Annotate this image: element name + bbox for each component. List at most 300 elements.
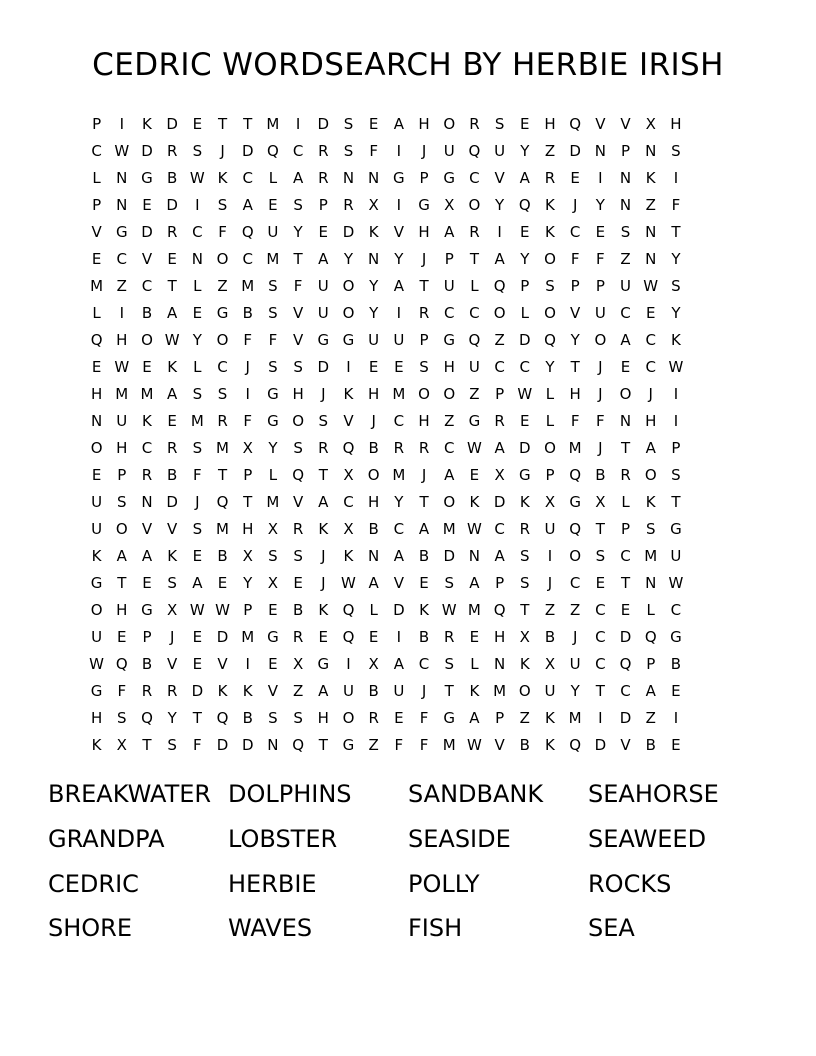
grid-letter[interactable]: E: [645, 304, 656, 322]
grid-letter[interactable]: D: [141, 142, 153, 160]
grid-letter[interactable]: S: [595, 547, 606, 565]
grid-letter[interactable]: E: [368, 115, 379, 133]
grid-letter[interactable]: G: [141, 601, 153, 619]
grid-letter[interactable]: A: [318, 493, 329, 511]
grid-letter[interactable]: X: [595, 493, 606, 511]
grid-letter[interactable]: Y: [167, 709, 177, 727]
grid-letter[interactable]: X: [292, 655, 304, 673]
grid-letter[interactable]: N: [468, 547, 481, 565]
grid-letter[interactable]: A: [494, 250, 505, 268]
grid-letter[interactable]: B: [645, 736, 656, 754]
grid-letter[interactable]: J: [169, 628, 175, 646]
grid-letter[interactable]: S: [620, 223, 631, 241]
grid-letter[interactable]: Y: [343, 250, 354, 268]
grid-letter[interactable]: U: [620, 277, 632, 295]
grid-letter[interactable]: H: [418, 115, 430, 133]
grid-letter[interactable]: B: [167, 169, 178, 187]
grid-letter[interactable]: V: [620, 115, 631, 133]
grid-letter[interactable]: R: [620, 466, 631, 484]
grid-letter[interactable]: R: [494, 412, 505, 430]
grid-letter[interactable]: J: [421, 142, 427, 160]
grid-letter[interactable]: F: [369, 142, 378, 160]
grid-letter[interactable]: T: [243, 115, 253, 133]
grid-letter[interactable]: R: [166, 682, 178, 700]
grid-letter[interactable]: W: [89, 655, 105, 673]
grid-letter[interactable]: U: [368, 331, 380, 349]
grid-letter[interactable]: S: [293, 547, 303, 565]
grid-letter[interactable]: C: [469, 304, 480, 322]
grid-letter[interactable]: A: [393, 277, 404, 295]
grid-letter[interactable]: D: [216, 628, 229, 646]
grid-letter[interactable]: U: [317, 277, 329, 295]
grid-letter[interactable]: E: [91, 466, 102, 484]
grid-letter[interactable]: B: [519, 736, 530, 754]
grid-letter[interactable]: H: [90, 385, 103, 403]
grid-letter[interactable]: I: [396, 196, 402, 214]
grid-letter[interactable]: N: [619, 196, 632, 214]
grid-letter[interactable]: I: [346, 358, 351, 376]
grid-letter[interactable]: G: [569, 493, 581, 511]
grid-letter[interactable]: C: [595, 628, 606, 646]
grid-letter[interactable]: V: [141, 250, 153, 268]
grid-letter[interactable]: S: [494, 115, 505, 133]
grid-letter[interactable]: C: [595, 601, 606, 619]
grid-letter[interactable]: A: [393, 115, 404, 133]
grid-letter[interactable]: E: [167, 250, 177, 268]
grid-letter[interactable]: F: [671, 196, 681, 214]
grid-letter[interactable]: N: [90, 412, 103, 430]
grid-letter[interactable]: N: [493, 655, 506, 673]
grid-letter[interactable]: U: [468, 358, 480, 376]
grid-letter[interactable]: N: [267, 736, 279, 754]
grid-letter[interactable]: C: [418, 655, 430, 673]
grid-letter[interactable]: W: [668, 574, 684, 592]
grid-letter[interactable]: E: [268, 196, 278, 214]
grid-letter[interactable]: H: [116, 439, 128, 457]
grid-letter[interactable]: E: [419, 574, 429, 592]
grid-letter[interactable]: D: [342, 223, 355, 241]
grid-letter[interactable]: F: [394, 736, 404, 754]
grid-letter[interactable]: G: [216, 304, 229, 322]
grid-letter[interactable]: C: [443, 439, 455, 457]
grid-letter[interactable]: F: [193, 466, 202, 484]
grid-letter[interactable]: Z: [292, 682, 304, 700]
grid-letter[interactable]: I: [547, 547, 553, 565]
grid-letter[interactable]: K: [645, 169, 656, 187]
grid-letter[interactable]: T: [419, 277, 429, 295]
grid-letter[interactable]: L: [268, 169, 278, 187]
grid-letter[interactable]: Q: [493, 601, 506, 619]
grid-letter[interactable]: D: [216, 736, 229, 754]
grid-letter[interactable]: Z: [368, 736, 379, 754]
grid-letter[interactable]: Q: [544, 331, 556, 349]
grid-letter[interactable]: O: [342, 709, 355, 727]
grid-letter[interactable]: G: [418, 196, 430, 214]
grid-letter[interactable]: V: [570, 304, 581, 322]
grid-letter[interactable]: A: [494, 547, 505, 565]
grid-letter[interactable]: Q: [569, 736, 582, 754]
grid-letter[interactable]: R: [166, 142, 178, 160]
grid-letter[interactable]: N: [116, 169, 128, 187]
grid-letter[interactable]: M: [493, 682, 507, 700]
grid-letter[interactable]: C: [645, 331, 656, 349]
grid-letter[interactable]: X: [167, 601, 178, 619]
grid-letter[interactable]: Y: [570, 331, 580, 349]
grid-letter[interactable]: U: [544, 682, 556, 700]
grid-letter[interactable]: I: [673, 169, 679, 187]
grid-letter[interactable]: L: [621, 493, 630, 511]
grid-letter[interactable]: P: [318, 196, 328, 214]
grid-letter[interactable]: E: [394, 709, 404, 727]
grid-letter[interactable]: J: [371, 412, 376, 430]
grid-letter[interactable]: T: [318, 466, 328, 484]
grid-letter[interactable]: E: [520, 412, 530, 430]
grid-letter[interactable]: M: [140, 385, 154, 403]
grid-letter[interactable]: L: [268, 466, 278, 484]
grid-letter[interactable]: J: [195, 493, 200, 511]
grid-letter[interactable]: T: [595, 682, 605, 700]
grid-letter[interactable]: P: [621, 520, 631, 538]
grid-letter[interactable]: U: [91, 493, 103, 511]
grid-letter[interactable]: N: [645, 250, 657, 268]
grid-letter[interactable]: K: [217, 169, 228, 187]
grid-letter[interactable]: S: [192, 142, 203, 160]
grid-letter[interactable]: K: [167, 358, 178, 376]
grid-letter[interactable]: O: [342, 304, 355, 322]
grid-letter[interactable]: Q: [292, 466, 304, 484]
grid-letter[interactable]: Q: [141, 709, 153, 727]
grid-letter[interactable]: A: [519, 169, 530, 187]
grid-letter[interactable]: K: [91, 547, 102, 565]
grid-letter[interactable]: C: [192, 223, 203, 241]
grid-letter[interactable]: E: [192, 628, 203, 646]
grid-letter[interactable]: B: [418, 547, 430, 565]
grid-letter[interactable]: M: [442, 736, 456, 754]
grid-letter[interactable]: V: [167, 520, 178, 538]
grid-letter[interactable]: U: [267, 223, 279, 241]
grid-letter[interactable]: F: [570, 250, 580, 268]
grid-letter[interactable]: D: [519, 439, 531, 457]
grid-letter[interactable]: L: [545, 385, 555, 403]
grid-letter[interactable]: P: [545, 466, 555, 484]
grid-letter[interactable]: Y: [545, 358, 555, 376]
grid-letter[interactable]: I: [396, 628, 402, 646]
grid-letter[interactable]: S: [268, 709, 278, 727]
grid-letter[interactable]: Q: [216, 709, 229, 727]
grid-letter[interactable]: E: [368, 358, 379, 376]
grid-letter[interactable]: M: [644, 547, 658, 565]
grid-letter[interactable]: E: [620, 601, 631, 619]
grid-letter[interactable]: G: [342, 331, 355, 349]
grid-letter[interactable]: K: [545, 709, 555, 727]
grid-letter[interactable]: D: [393, 601, 405, 619]
grid-letter[interactable]: Y: [671, 304, 681, 322]
grid-letter[interactable]: N: [645, 142, 657, 160]
grid-letter[interactable]: H: [116, 331, 128, 349]
grid-letter[interactable]: B: [242, 304, 253, 322]
grid-letter[interactable]: J: [598, 358, 603, 376]
grid-letter[interactable]: J: [220, 142, 225, 160]
grid-letter[interactable]: I: [396, 142, 402, 160]
grid-letter[interactable]: I: [598, 169, 603, 187]
grid-letter[interactable]: K: [545, 196, 555, 214]
grid-letter[interactable]: A: [368, 574, 379, 592]
grid-letter[interactable]: S: [217, 385, 228, 403]
grid-letter[interactable]: I: [598, 709, 603, 727]
grid-letter[interactable]: A: [620, 331, 631, 349]
grid-letter[interactable]: R: [469, 115, 480, 133]
grid-letter[interactable]: C: [519, 358, 531, 376]
grid-letter[interactable]: F: [268, 331, 278, 349]
grid-letter[interactable]: Z: [494, 331, 505, 349]
grid-letter[interactable]: W: [466, 736, 482, 754]
grid-letter[interactable]: R: [292, 628, 304, 646]
grid-letter[interactable]: Y: [369, 304, 379, 322]
grid-letter[interactable]: T: [217, 115, 228, 133]
grid-letter[interactable]: F: [193, 736, 202, 754]
grid-letter[interactable]: Y: [394, 250, 404, 268]
grid-letter[interactable]: S: [117, 493, 127, 511]
grid-letter[interactable]: K: [91, 736, 102, 754]
grid-letter[interactable]: X: [116, 736, 127, 754]
grid-letter[interactable]: T: [167, 277, 177, 295]
grid-letter[interactable]: A: [318, 250, 329, 268]
grid-letter[interactable]: O: [544, 250, 556, 268]
grid-letter[interactable]: K: [519, 655, 530, 673]
grid-letter[interactable]: U: [594, 304, 606, 322]
grid-letter[interactable]: N: [368, 547, 380, 565]
grid-letter[interactable]: Q: [292, 736, 304, 754]
grid-letter[interactable]: S: [268, 304, 278, 322]
grid-letter[interactable]: A: [444, 466, 455, 484]
grid-letter[interactable]: P: [444, 250, 454, 268]
grid-letter[interactable]: O: [216, 331, 229, 349]
grid-letter[interactable]: G: [393, 169, 405, 187]
grid-letter[interactable]: U: [317, 304, 329, 322]
grid-letter[interactable]: M: [392, 466, 406, 484]
grid-letter[interactable]: S: [167, 574, 177, 592]
grid-letter[interactable]: D: [166, 196, 178, 214]
grid-letter[interactable]: B: [167, 466, 178, 484]
grid-letter[interactable]: W: [466, 520, 482, 538]
grid-letter[interactable]: K: [318, 520, 329, 538]
grid-letter[interactable]: T: [671, 493, 681, 511]
grid-letter[interactable]: G: [317, 655, 330, 673]
grid-letter[interactable]: Y: [495, 196, 505, 214]
grid-letter[interactable]: B: [141, 655, 153, 673]
grid-letter[interactable]: E: [268, 601, 278, 619]
grid-letter[interactable]: H: [368, 493, 380, 511]
grid-letter[interactable]: E: [167, 412, 177, 430]
grid-letter[interactable]: M: [568, 439, 582, 457]
grid-letter[interactable]: I: [119, 304, 124, 322]
grid-letter[interactable]: G: [141, 169, 153, 187]
grid-letter[interactable]: B: [368, 682, 379, 700]
grid-letter[interactable]: M: [266, 250, 280, 268]
grid-letter[interactable]: R: [393, 439, 405, 457]
grid-letter[interactable]: H: [242, 520, 254, 538]
grid-letter[interactable]: J: [245, 358, 250, 376]
grid-letter[interactable]: O: [468, 196, 481, 214]
grid-letter[interactable]: Z: [645, 709, 656, 727]
grid-letter[interactable]: K: [545, 736, 555, 754]
grid-letter[interactable]: P: [419, 331, 429, 349]
grid-letter[interactable]: H: [90, 709, 103, 727]
grid-letter[interactable]: O: [518, 682, 531, 700]
grid-letter[interactable]: Z: [217, 277, 228, 295]
grid-letter[interactable]: D: [141, 223, 153, 241]
grid-letter[interactable]: L: [92, 169, 101, 187]
grid-letter[interactable]: S: [167, 736, 177, 754]
grid-letter[interactable]: V: [494, 736, 505, 754]
grid-letter[interactable]: Z: [620, 250, 631, 268]
grid-letter[interactable]: V: [343, 412, 354, 430]
grid-letter[interactable]: Q: [342, 601, 355, 619]
grid-letter[interactable]: A: [494, 439, 505, 457]
grid-letter[interactable]: I: [396, 304, 402, 322]
grid-letter[interactable]: K: [142, 115, 152, 133]
grid-letter[interactable]: N: [368, 169, 380, 187]
grid-letter[interactable]: A: [167, 385, 178, 403]
grid-letter[interactable]: R: [318, 169, 329, 187]
grid-letter[interactable]: B: [544, 628, 556, 646]
grid-letter[interactable]: G: [468, 412, 481, 430]
grid-letter[interactable]: J: [321, 547, 326, 565]
grid-letter[interactable]: G: [670, 628, 682, 646]
grid-letter[interactable]: V: [393, 574, 404, 592]
grid-letter[interactable]: X: [343, 520, 354, 538]
grid-letter[interactable]: L: [470, 655, 479, 673]
grid-letter[interactable]: N: [594, 142, 606, 160]
grid-letter[interactable]: D: [191, 682, 204, 700]
grid-letter[interactable]: Y: [192, 331, 202, 349]
grid-letter[interactable]: D: [619, 709, 632, 727]
grid-letter[interactable]: K: [545, 223, 555, 241]
grid-letter[interactable]: V: [292, 304, 304, 322]
grid-letter[interactable]: C: [292, 142, 304, 160]
grid-letter[interactable]: F: [570, 412, 580, 430]
grid-letter[interactable]: M: [241, 628, 255, 646]
grid-letter[interactable]: K: [318, 601, 329, 619]
grid-letter[interactable]: H: [443, 358, 455, 376]
grid-letter[interactable]: P: [570, 277, 580, 295]
grid-letter[interactable]: Z: [544, 601, 556, 619]
grid-letter[interactable]: V: [217, 655, 228, 673]
grid-letter[interactable]: S: [268, 547, 278, 565]
grid-letter[interactable]: V: [494, 169, 505, 187]
grid-letter[interactable]: Q: [644, 628, 657, 646]
grid-letter[interactable]: U: [116, 412, 128, 430]
grid-letter[interactable]: W: [189, 169, 205, 187]
grid-letter[interactable]: Z: [519, 709, 530, 727]
grid-letter[interactable]: D: [594, 736, 607, 754]
grid-letter[interactable]: R: [519, 520, 530, 538]
grid-letter[interactable]: W: [341, 574, 356, 592]
grid-letter[interactable]: G: [518, 466, 531, 484]
grid-letter[interactable]: D: [241, 142, 254, 160]
grid-letter[interactable]: C: [620, 682, 631, 700]
grid-letter[interactable]: R: [166, 223, 178, 241]
grid-letter[interactable]: N: [645, 223, 657, 241]
grid-letter[interactable]: H: [317, 709, 329, 727]
grid-letter[interactable]: Q: [569, 466, 582, 484]
grid-letter[interactable]: C: [443, 304, 455, 322]
grid-letter[interactable]: J: [321, 385, 326, 403]
grid-letter[interactable]: A: [242, 196, 253, 214]
grid-letter[interactable]: O: [544, 304, 556, 322]
grid-letter[interactable]: K: [519, 493, 530, 511]
grid-letter[interactable]: E: [671, 736, 681, 754]
grid-letter[interactable]: C: [393, 520, 405, 538]
grid-letter[interactable]: L: [470, 277, 479, 295]
grid-letter[interactable]: N: [342, 169, 355, 187]
grid-letter[interactable]: S: [671, 142, 681, 160]
grid-letter[interactable]: O: [493, 304, 506, 322]
grid-letter[interactable]: V: [620, 736, 631, 754]
grid-letter[interactable]: E: [91, 358, 102, 376]
grid-letter[interactable]: U: [569, 655, 581, 673]
grid-letter[interactable]: G: [267, 628, 279, 646]
grid-letter[interactable]: E: [620, 358, 631, 376]
grid-letter[interactable]: Q: [115, 655, 128, 673]
grid-letter[interactable]: C: [670, 601, 682, 619]
grid-letter[interactable]: T: [620, 574, 631, 592]
grid-letter[interactable]: A: [393, 547, 404, 565]
grid-letter[interactable]: D: [166, 493, 178, 511]
grid-letter[interactable]: F: [596, 412, 605, 430]
grid-letter[interactable]: T: [595, 520, 605, 538]
grid-letter[interactable]: A: [318, 682, 329, 700]
grid-letter[interactable]: H: [645, 412, 657, 430]
grid-letter[interactable]: D: [241, 736, 254, 754]
grid-letter[interactable]: E: [570, 169, 580, 187]
grid-letter[interactable]: X: [368, 655, 379, 673]
grid-letter[interactable]: D: [493, 493, 506, 511]
grid-letter[interactable]: L: [646, 601, 655, 619]
grid-letter[interactable]: P: [142, 628, 152, 646]
grid-letter[interactable]: O: [342, 277, 355, 295]
grid-letter[interactable]: A: [192, 574, 203, 592]
grid-letter[interactable]: B: [217, 547, 228, 565]
grid-letter[interactable]: Z: [570, 601, 581, 619]
grid-letter[interactable]: R: [318, 439, 329, 457]
grid-letter[interactable]: X: [645, 115, 656, 133]
grid-letter[interactable]: P: [621, 142, 631, 160]
grid-letter[interactable]: X: [444, 196, 455, 214]
grid-letter[interactable]: S: [444, 574, 454, 592]
grid-letter[interactable]: H: [493, 628, 506, 646]
grid-letter[interactable]: R: [292, 520, 304, 538]
grid-letter[interactable]: W: [189, 601, 205, 619]
grid-letter[interactable]: G: [443, 331, 456, 349]
grid-letter[interactable]: Z: [645, 196, 656, 214]
grid-letter[interactable]: H: [670, 115, 682, 133]
grid-letter[interactable]: L: [193, 358, 202, 376]
grid-letter[interactable]: B: [141, 304, 153, 322]
grid-letter[interactable]: B: [670, 655, 682, 673]
grid-letter[interactable]: G: [443, 709, 456, 727]
grid-letter[interactable]: A: [469, 574, 480, 592]
grid-letter[interactable]: Q: [342, 439, 355, 457]
grid-letter[interactable]: G: [267, 385, 279, 403]
grid-letter[interactable]: R: [469, 223, 480, 241]
grid-letter[interactable]: M: [568, 709, 582, 727]
grid-letter[interactable]: L: [193, 277, 202, 295]
grid-letter[interactable]: A: [645, 439, 656, 457]
grid-letter[interactable]: N: [645, 574, 657, 592]
grid-letter[interactable]: J: [572, 196, 578, 214]
grid-letter[interactable]: Q: [468, 142, 481, 160]
